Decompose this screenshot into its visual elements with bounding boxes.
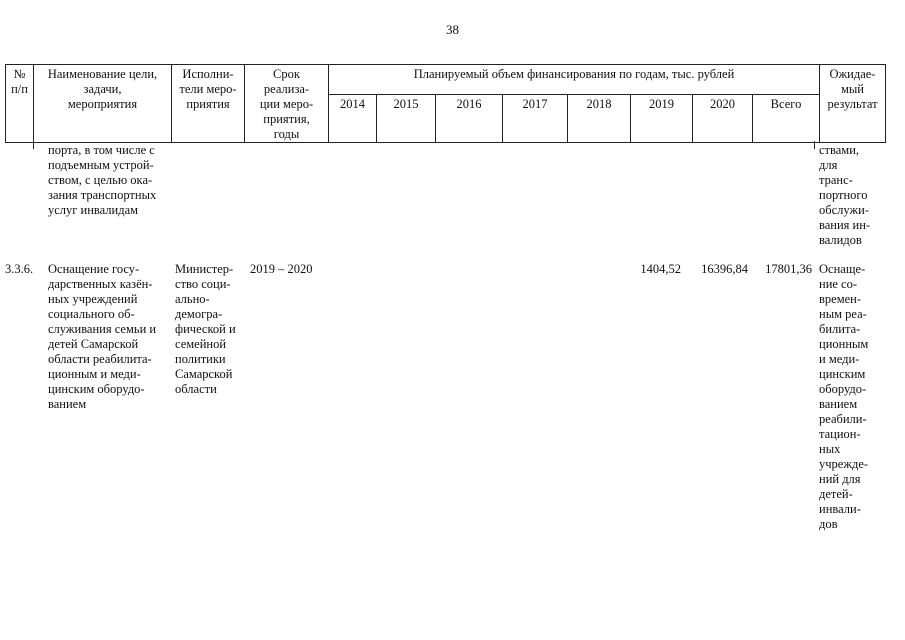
header-executors: Исполни- тели меро- приятия	[172, 65, 245, 143]
header-year-2018: 2018	[568, 95, 631, 143]
row-executor-cell: Министер- ство соци- ально- демогра- фической и семейной политики Самарской области	[175, 262, 236, 396]
cont-result-cell: ствами, для транс- портного обслужи- вания ин- валидов	[819, 143, 871, 247]
header-funding: Планируемый объем финансирования по годам, тыс. рублей	[329, 65, 820, 95]
cont-name-cell: порта, в том числе с подъемным устрой- ством, с целью ока- зания транспортных услуг инвалидам	[48, 143, 157, 217]
column-divider	[33, 141, 34, 149]
header-year-2020: 2020	[693, 95, 753, 143]
header-year-2017: 2017	[503, 95, 568, 143]
row-term: 2019 – 2020	[250, 262, 313, 276]
row-result-cell: Оснаще- ние со- времен- ным реа- билита- ционным и меди- цинским оборудо- ванием реабили- тацион- ных учрежде- ний для детей- инвали- дов	[819, 262, 869, 531]
header-year-2015: 2015	[377, 95, 436, 143]
page-number: 38	[446, 22, 459, 37]
row-value-2019: 1404,52	[640, 262, 681, 276]
column-divider	[814, 141, 815, 149]
row-value-total: 17801,36	[765, 262, 812, 276]
header-total: Всего	[753, 95, 820, 143]
header-number: № п/п	[6, 65, 34, 143]
header-year-2016: 2016	[436, 95, 503, 143]
row-number: 3.3.6.	[5, 262, 34, 276]
header-term: Срок реализа- ции меро- приятия, годы	[245, 65, 329, 143]
table-header	[5, 64, 886, 143]
row-value-2020: 16396,84	[701, 262, 748, 276]
header-result: Ожидае- мый результат	[820, 65, 886, 143]
row-name-cell: Оснащение госу- дарственных казён- ных учреждений социального об- служивания семьи и детей Самарской области реабилита- ционным и меди- цинским оборудо- ванием	[48, 262, 157, 411]
header-name: Наименование цели, задачи, мероприятия	[34, 65, 172, 143]
header-year-2014: 2014	[329, 95, 377, 143]
header-year-2019: 2019	[631, 95, 693, 143]
